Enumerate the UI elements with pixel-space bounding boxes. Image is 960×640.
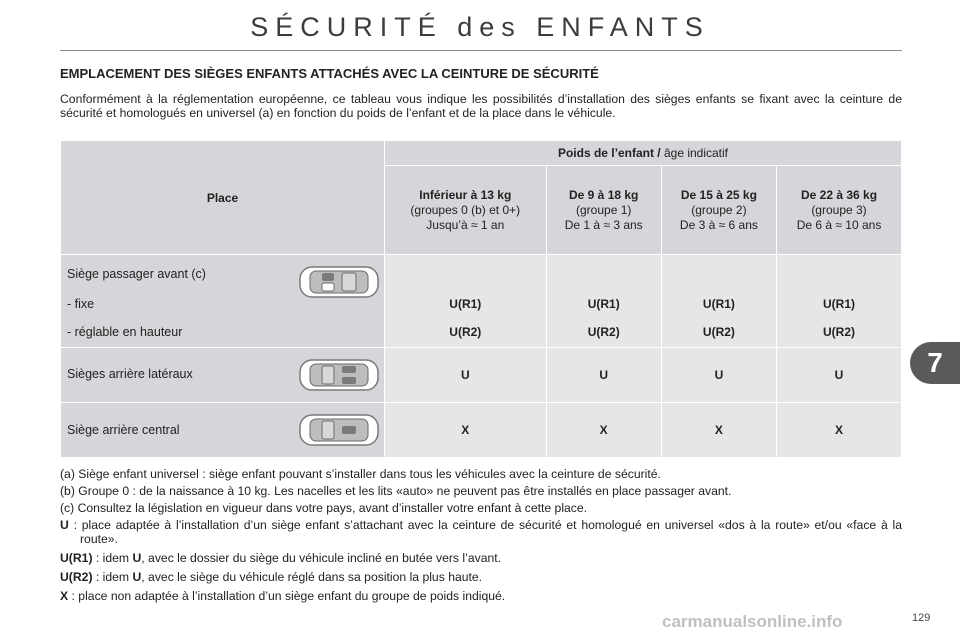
- column-age: De 1 à ≈ 3 ans: [564, 217, 643, 232]
- value-r2: U(R2): [449, 325, 482, 339]
- value-cell: [546, 255, 661, 348]
- column-group: (groupes 0 (b) et 0+): [410, 202, 521, 217]
- car-top-view-icon: [298, 413, 380, 447]
- section-heading: EMPLACEMENT DES SIÈGES ENFANTS ATTACHÉS AVEC LA CEINTURE DE SÉCURITÉ: [60, 66, 599, 81]
- value-cell: U: [661, 348, 776, 403]
- value-cell: [661, 255, 776, 348]
- car-top-view-icon: [298, 358, 380, 392]
- legend-key: X: [60, 589, 69, 603]
- value-cell: X: [661, 403, 776, 458]
- value-cell: X: [385, 403, 547, 458]
- legend-text: : idem: [92, 551, 133, 565]
- legend-ur2: [60, 570, 902, 584]
- place-header: Place: [61, 141, 385, 255]
- column-age: Jusqu’à ≈ 1 an: [426, 217, 505, 232]
- legend-text: : idem: [92, 570, 133, 584]
- title-divider: [60, 50, 902, 51]
- table-row: [61, 255, 902, 348]
- legend-ref: U: [132, 570, 142, 584]
- legend-text: , avec le dossier du siège du véhicule incliné en butée vers l’avant.: [141, 551, 502, 565]
- page-title: SÉCURITÉ des ENFANTS: [250, 12, 710, 42]
- column-header: [661, 166, 776, 255]
- value-cell: [777, 255, 902, 348]
- watermark: carmanualsonline.info: [662, 612, 843, 631]
- value-cell: U: [385, 348, 547, 403]
- weight-header-label: Poids de l’enfant /: [557, 146, 661, 160]
- column-title: De 9 à 18 kg: [569, 187, 639, 202]
- place-sub-label: - fixe: [67, 297, 95, 311]
- place-label: Siège arrière central: [67, 423, 180, 437]
- value-cell: U: [546, 348, 661, 403]
- legend-ref: U: [132, 551, 142, 565]
- footnotes: [60, 467, 902, 608]
- page-number: 129: [912, 612, 931, 624]
- child-seat-table: [60, 140, 902, 458]
- column-age: De 6 à ≈ 10 ans: [796, 217, 882, 232]
- value-cell: X: [546, 403, 661, 458]
- value-r1: U(R1): [702, 297, 735, 311]
- value-r1: U(R1): [823, 297, 855, 311]
- legend-key: U(R1): [60, 551, 93, 565]
- legend-text: : place adaptée à l’installation d’un siège enfant s’attachant avec la ceinture de sécurité et homologué en universel «dos à la route» et/ou «face à la route».: [68, 518, 902, 546]
- place-label: Siège passager avant (c): [67, 267, 206, 281]
- place-label: Sièges arrière latéraux: [67, 367, 193, 381]
- value-r2: U(R2): [587, 325, 620, 339]
- column-title: Inférieur à 13 kg: [419, 187, 512, 202]
- intro-paragraph: Conformément à la réglementation européenne, ce tableau vous indique les possibilités d’installation des sièges enfants se fixant avec la ceinture de sécurité et homologués en universel (a) en fonction du poids de l’enfant et de la place dans le véhicule.: [60, 92, 902, 120]
- chapter-tab: 7: [910, 342, 960, 384]
- column-title: De 15 à 25 kg: [680, 187, 757, 202]
- column-header: [777, 166, 902, 255]
- legend-key: U(R2): [60, 570, 93, 584]
- value-r1: U(R1): [449, 297, 482, 311]
- legend-text: , avec le siège du véhicule réglé dans sa position la plus haute.: [141, 570, 483, 584]
- column-group: (groupe 3): [811, 202, 867, 217]
- place-sub-label: - réglable en hauteur: [67, 325, 183, 339]
- place-cell: [61, 348, 385, 403]
- legend-text: : place non adaptée à l’installation d’un siège enfant du groupe de poids indiqué.: [68, 589, 506, 603]
- car-top-view-icon: [298, 265, 380, 299]
- column-group: (groupe 1): [576, 202, 632, 217]
- column-group: (groupe 2): [691, 202, 747, 217]
- column-header: [546, 166, 661, 255]
- value-cell: X: [777, 403, 902, 458]
- value-cell: [385, 255, 547, 348]
- weight-header-note: âge indicatif: [660, 146, 729, 160]
- table-row: [61, 403, 902, 458]
- footnote-b: (b) Groupe 0 : de la naissance à 10 kg. Les nacelles et les lits «auto» ne peuvent pas être installés en place passager avant.: [60, 484, 732, 498]
- legend-ur1: [60, 551, 902, 565]
- table-row: [61, 348, 902, 403]
- value-r2: U(R2): [702, 325, 735, 339]
- place-cell: [61, 255, 385, 348]
- weight-header: [385, 141, 902, 166]
- column-age: De 3 à ≈ 6 ans: [679, 217, 758, 232]
- legend-x: [60, 589, 902, 603]
- value-r1: U(R1): [587, 297, 620, 311]
- footnote-c: (c) Consultez la législation en vigueur dans votre pays, avant d’installer votre enfant à cette place.: [60, 501, 588, 515]
- legend-u: [60, 518, 902, 546]
- value-r2: U(R2): [823, 325, 855, 339]
- footnote-a: (a) Siège enfant universel : siège enfant pouvant s’installer dans tous les véhicules avec la ceinture de sécurité.: [60, 467, 661, 481]
- legend-key: U: [60, 518, 69, 532]
- value-cell: U: [777, 348, 902, 403]
- column-header: [385, 166, 547, 255]
- column-title: De 22 à 36 kg: [800, 187, 878, 202]
- place-cell: [61, 403, 385, 458]
